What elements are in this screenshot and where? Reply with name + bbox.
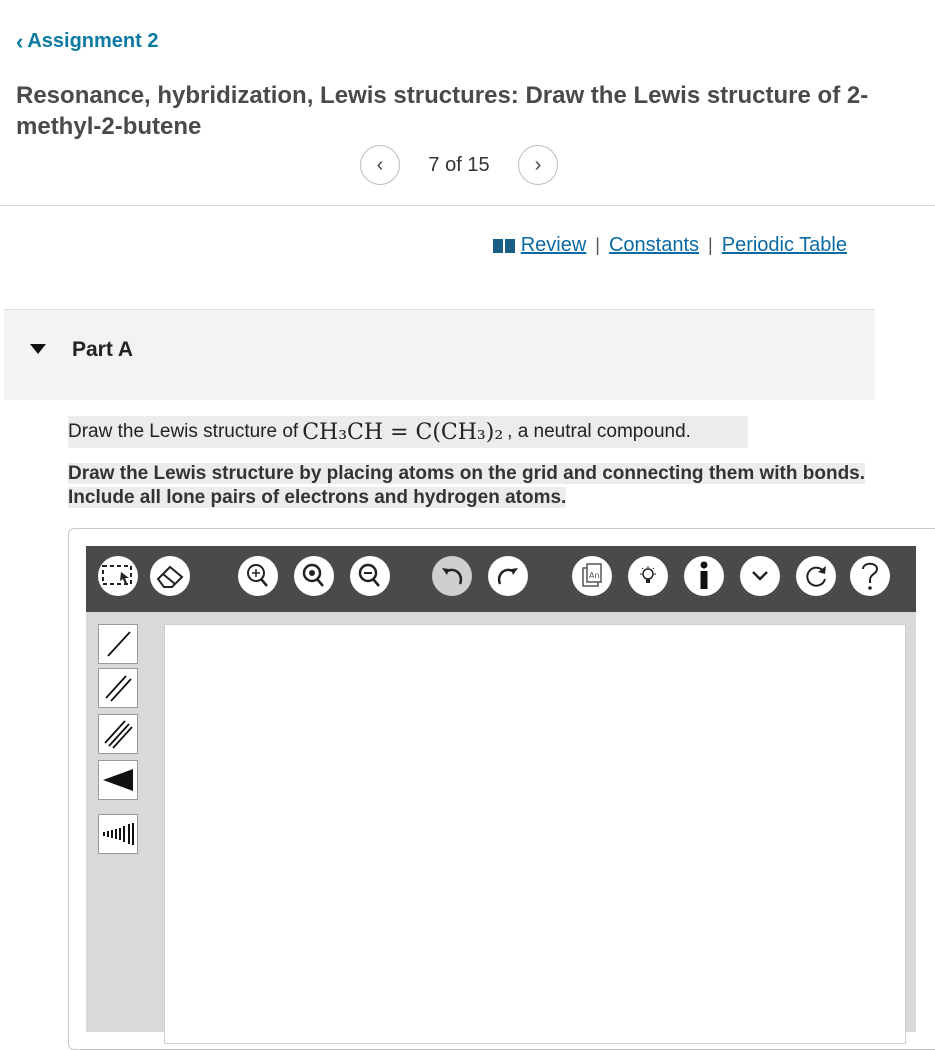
resource-links <box>493 234 847 257</box>
double-bond-icon[interactable] <box>98 668 138 708</box>
prompt-suffix: , a neutral compound. <box>507 421 691 442</box>
question-prompt <box>68 416 748 448</box>
bond-tool-panel <box>86 612 153 1032</box>
link-separator: | <box>708 235 713 255</box>
drawing-canvas[interactable] <box>164 624 906 1044</box>
chevron-right-icon: › <box>534 153 542 176</box>
previous-button[interactable] <box>360 145 400 185</box>
svg-text:An: An <box>589 571 600 580</box>
info-icon[interactable] <box>684 556 724 596</box>
next-button[interactable] <box>518 145 558 185</box>
collapse-triangle-icon[interactable] <box>30 344 46 354</box>
constants-link[interactable]: Constants <box>608 234 700 256</box>
chevron-down-icon[interactable] <box>740 556 780 596</box>
link-separator: | <box>595 235 600 255</box>
review-link[interactable]: Review <box>520 234 587 256</box>
book-icon <box>493 239 515 253</box>
zoom-in-icon[interactable] <box>238 556 278 596</box>
wedge-bond-icon[interactable] <box>98 760 138 800</box>
reset-icon[interactable] <box>796 556 836 596</box>
pager <box>360 145 558 185</box>
help-icon[interactable] <box>850 556 890 596</box>
back-link-label: Assignment 2 <box>27 30 159 52</box>
chemical-formula: CH₃CH = C(CH₃)₂ <box>302 419 504 445</box>
redo-icon[interactable] <box>488 556 528 596</box>
zoom-reset-icon[interactable] <box>294 556 334 596</box>
hint-icon[interactable] <box>628 556 668 596</box>
eraser-icon[interactable] <box>150 556 190 596</box>
single-bond-icon[interactable] <box>98 624 138 664</box>
editor-toolbar <box>86 546 916 612</box>
drawing-instructions-text: Draw the Lewis structure by placing atoms on the grid and connecting them with bonds. Include all lone pairs of electrons and hydrogen atoms. <box>68 463 866 508</box>
prompt-prefix: Draw the Lewis structure of <box>68 421 299 442</box>
part-a-header[interactable] <box>4 309 875 400</box>
drawing-instructions <box>68 462 870 510</box>
chevron-left-icon: ‹ <box>376 153 384 176</box>
template-icon[interactable] <box>572 556 612 596</box>
select-tool-icon[interactable] <box>98 556 138 596</box>
page-title: Resonance, hybridization, Lewis structures: Draw the Lewis structure of 2-methyl-2-butene <box>16 82 869 140</box>
hash-bond-icon[interactable] <box>98 814 138 854</box>
pager-status: 7 of 15 <box>428 153 490 176</box>
zoom-out-icon[interactable] <box>350 556 390 596</box>
back-to-assignment-link[interactable] <box>16 30 158 53</box>
chevron-left-icon: ‹ <box>16 28 24 54</box>
undo-icon[interactable] <box>432 556 472 596</box>
divider <box>0 205 935 206</box>
periodic-table-link[interactable]: Periodic Table <box>721 234 847 256</box>
canvas-frame <box>152 612 916 1032</box>
triple-bond-icon[interactable] <box>98 714 138 754</box>
part-label: Part A <box>72 338 134 361</box>
